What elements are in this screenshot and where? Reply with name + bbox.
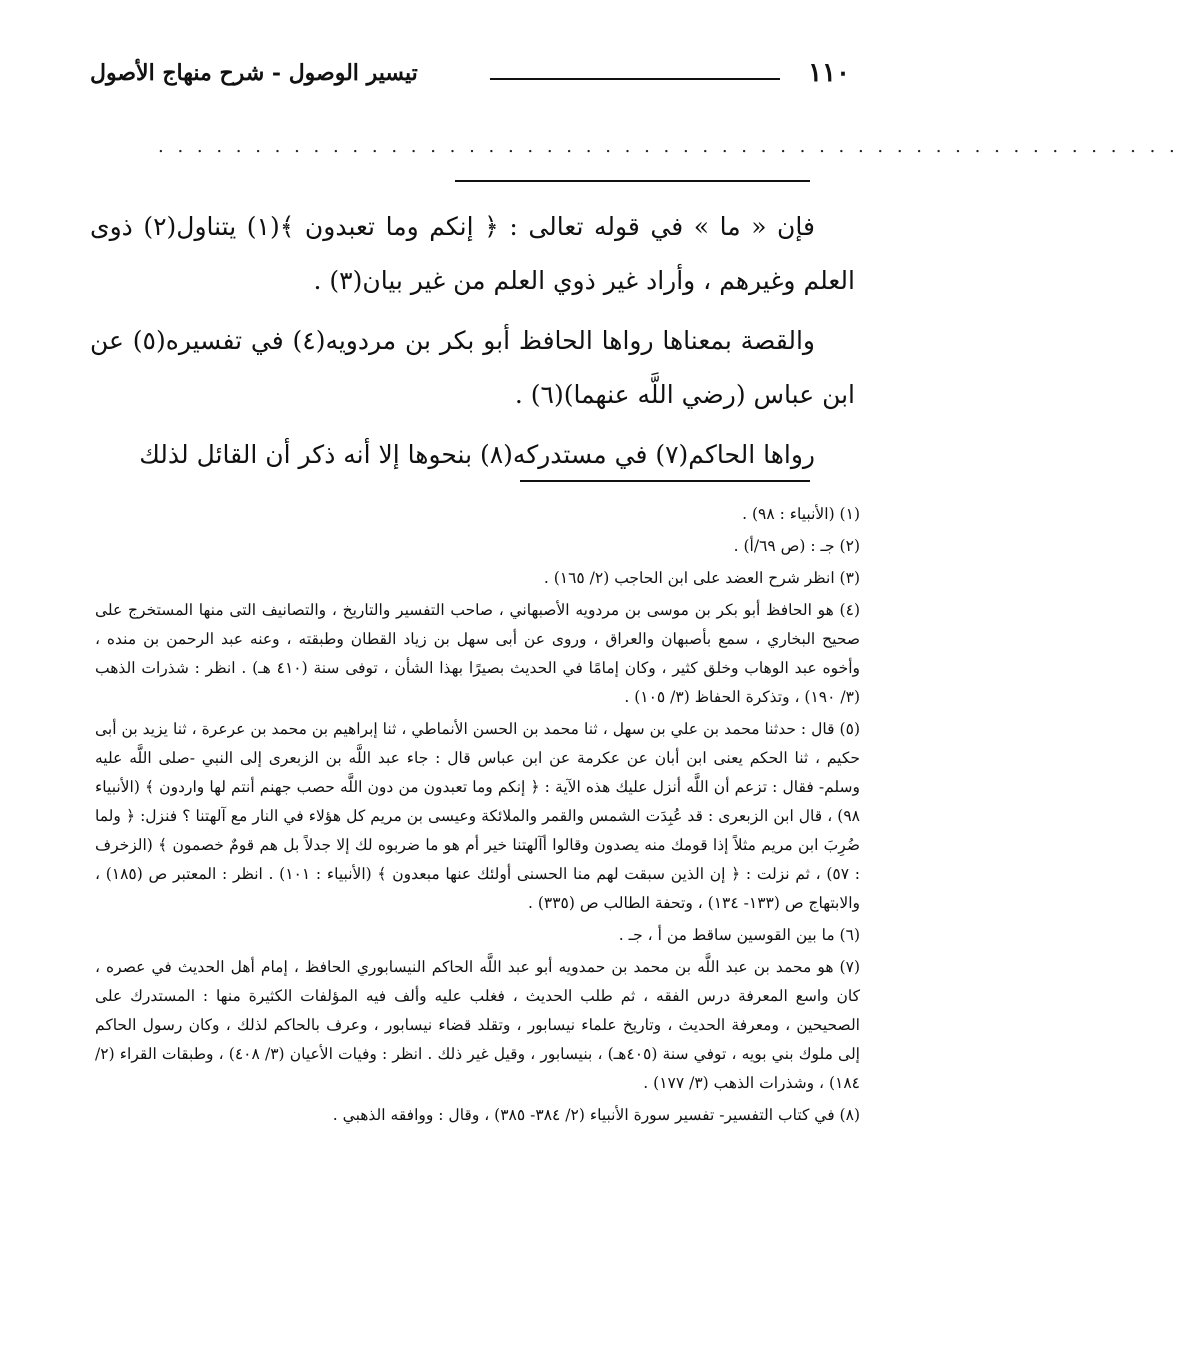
main-text (90, 200, 855, 488)
separator-dots: . . . . . . . . . . . . . . . . . . . . . . . . . . . . . . . . . . . . . . . . . . . . . . . . . . . . . (158, 136, 1179, 157)
footnote-5: (٥) قال : حدثنا محمد بن علي بن سهل ، ثنا محمد بن الحسن الأنماطي ، ثنا إبراهيم بن محمد بن عرعرة ، ثنا يزيد بن أبى حكيم ، ثنا الحكم يعنى ابن أبان عن عكرمة عن ابن عباس قال : جاء عبد اللَّه بن الزبعرى إلى النبي -صلى اللَّه عليه وسلم- فقال : تزعم أن اللَّه أنزل عليك هذه الآية : ﴿ إنكم وما تعبدون من دون اللَّه حصب جهنم أنتم لها واردون ﴾ (الأنبياء ٩٨) ، قال ابن الزبعرى : قد عُبِدَت الشمس والقمر والملائكة وعيسى بن مريم كل هؤلاء في النار مع آلهتنا ؟ فنزل: ﴿ ولما ضُرِبَ ابن مريم مثلاً إذا قومك منه يصدون وقالوا أآلهتنا خير أم هو ما ضربوه لك إلا جدلاً بل هم قومٌ خصمون ﴾ (الزخرف : ٥٧) ، ثم نزلت : ﴿ إن الذين سبقت لهم منا الحسنى أولئك عنها مبعدون ﴾ (الأنبياء : ١٠١) . انظر : المعتبر ص (١٨٥) ، والابتهاج ص (١٣٣- ١٣٤) ، وتحفة الطالب ص (٣٣٥) . (95, 720, 861, 912)
footnote-6: (٦) ما بين القوسين ساقط من أ ، جـ . (618, 926, 860, 944)
paragraph-1: فإن « ما » في قوله تعالى : ﴿ إنكم وما تعبدون ﴾(١) يتناول(٢) ذوى العلم وغيرهم ، وأراد غير ذوي العلم من غير بيان(٣) . (90, 212, 855, 295)
footnote-1: (١) (الأنبياء : ٩٨) . (742, 505, 860, 523)
footnotes (95, 500, 860, 1133)
footnote-8: (٨) في كتاب التفسير- تفسير سورة الأنبياء (٢/ ٣٨٤- ٣٨٥) ، وقال : ووافقه الذهبي . (332, 1106, 860, 1124)
book-title: تيسير الوصول - شرح منهاج الأصول (90, 60, 418, 86)
top-rule (455, 180, 810, 182)
paragraph-2: والقصة بمعناها رواها الحافظ أبو بكر بن مردويه(٤) في تفسيره(٥) عن ابن عباس (رضي اللَّه عنهما)(٦) . (90, 326, 855, 409)
footnote-4: (٤) هو الحافظ أبو بكر بن موسى بن مردويه الأصبهاني ، صاحب التفسير والتاريخ ، والتصانيف التى منها المستخرج على صحيح البخاري ، سمع بأصبهان والعراق ، وروى عن أبى سهل بن زياد القطان وطبقته ، وعنه عبد الرحمن بن منده ، وأخوه عبد الوهاب وخلق كثير ، وكان إمامًا في الحديث بصيرًا بهذا الشأن ، توفى سنة (٤١٠ هـ) . انظر : شذرات الذهب (٣/ ١٩٠) ، وتذكرة الحفاظ (٣/ ١٠٥) . (95, 601, 860, 706)
footnote-2: (٢) جـ : (ص ٦٩/أ) . (733, 537, 860, 555)
page-number: ١١٠ (808, 58, 850, 88)
footnotes-rule (520, 480, 810, 482)
footnote-3: (٣) انظر شرح العضد على ابن الحاجب (٢/ ١٦٥) . (543, 569, 860, 587)
header-rule (490, 78, 780, 80)
paragraph-3: رواها الحاكم(٧) في مستدركه(٨) بنحوها إلا أنه ذكر أن القائل لذلك (139, 440, 815, 469)
footnote-7: (٧) هو محمد بن عبد اللَّه بن محمد بن حمدويه أبو عبد اللَّه الحاكم النيسابوري الحافظ ، إمام أهل الحديث في عصره ، كان واسع المعرفة درس الفقه ، ثم طلب الحديث ، فغلب عليه وألف فيه المؤلفات الكثيرة منها : المستدرك على الصحيحين ، ومعرفة الحديث ، وتاريخ علماء نيسابور ، وتقلد قضاء نيسابور ، وعرف بالحاكم لذلك ، وكان رسول الحاكم إلى ملوك بني بويه ، توفي سنة (٤٠٥هـ) ، بنيسابور ، وقيل غير ذلك . انظر : وفيات الأعيان (٣/ ٤٠٨) ، وطبقات القراء (٢/ ١٨٤) ، وشذرات الذهب (٣/ ١٧٧) . (95, 958, 860, 1092)
running-header (90, 58, 850, 98)
